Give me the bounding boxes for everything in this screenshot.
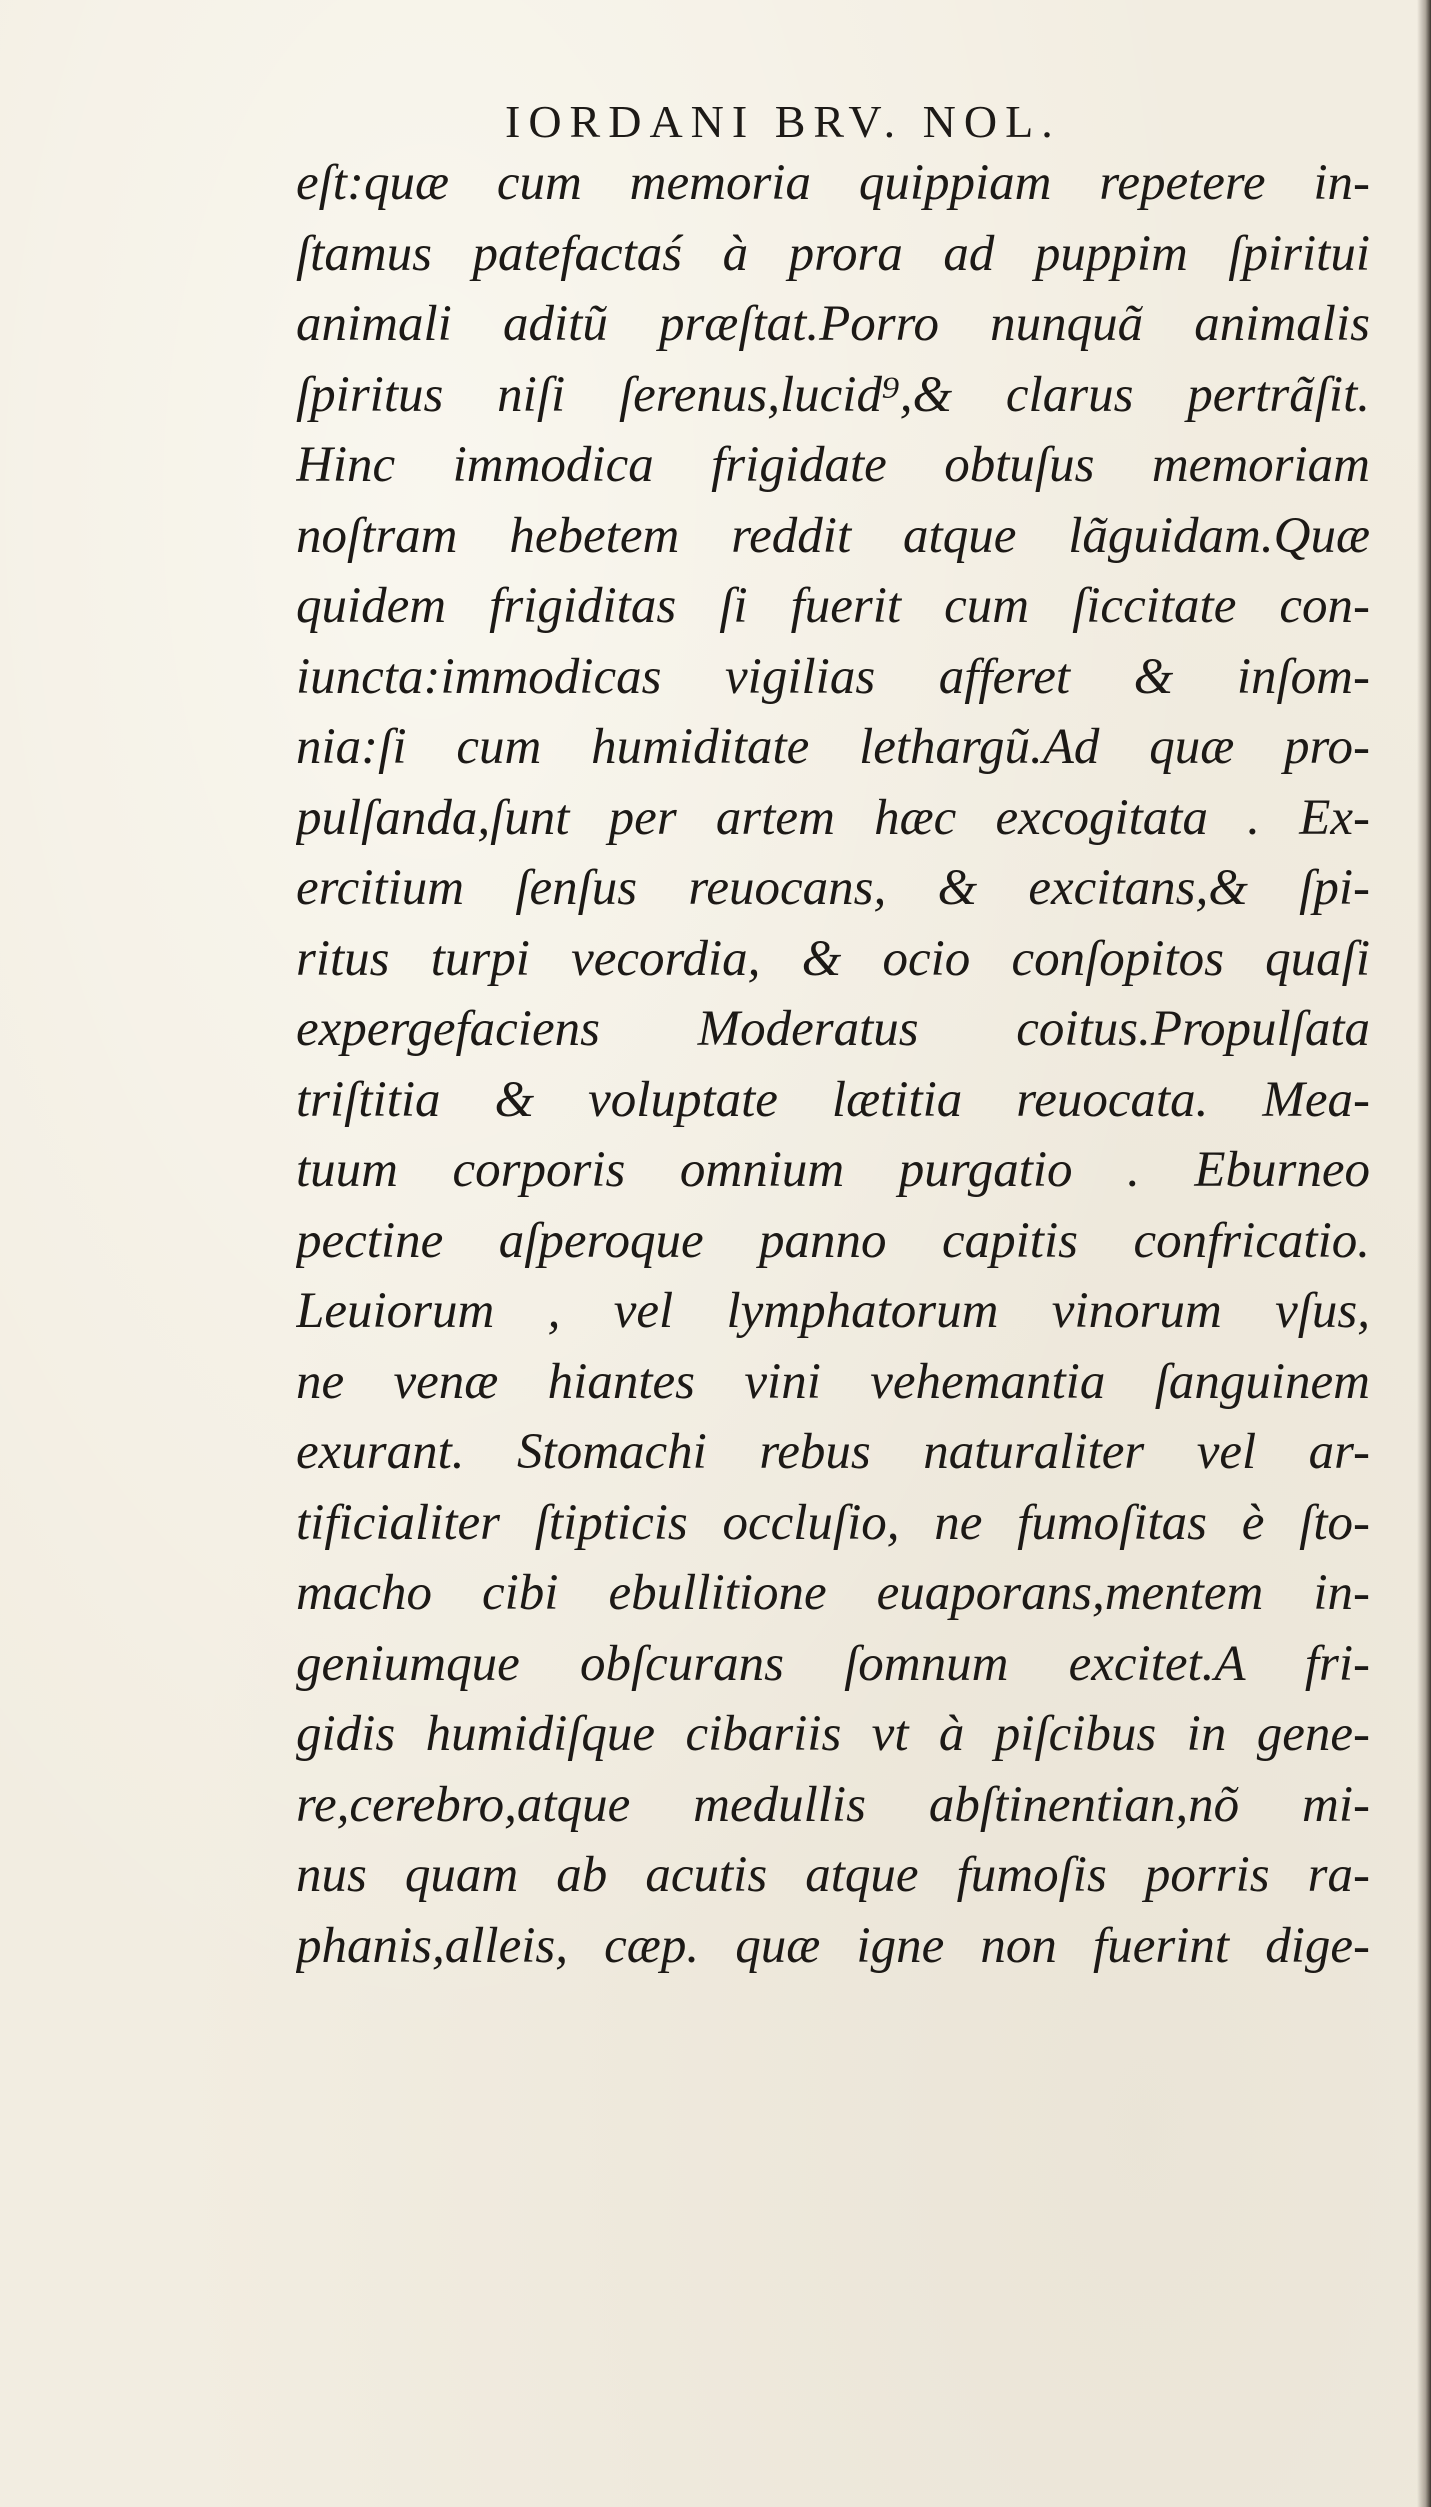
text-line: macho cibi ebullitione euaporans,mentem in- xyxy=(296,1565,1370,1621)
text-line: Leuiorum , vel lymphatorum vinorum vſus, xyxy=(296,1283,1370,1339)
text-line: ercitium ſenſus reuocans, & excitans,& ſpi- xyxy=(296,860,1370,916)
text-line: ne venæ hiantes vini vehemantia ſanguinem xyxy=(296,1353,1370,1410)
text-line: quidem frigiditas ſi fuerit cum ſiccitate con- xyxy=(296,578,1370,634)
text-line: Hinc immodica frigidate obtuſus memoriam xyxy=(296,437,1370,493)
text-line: animali aditũ præſtat.Porro nunquã animalis xyxy=(296,296,1370,352)
text-line: tificialiter ſtipticis occluſio, ne fumoſitas è ſto- xyxy=(296,1494,1370,1551)
text-line: phanis,alleis, cæp. quæ igne non fuerint dige- xyxy=(296,1917,1370,1974)
text-line: ſpiritus niſi ſerenus,lucid⁹,& clarus pertrãſit. xyxy=(296,366,1370,423)
text-line: iuncta:immodicas vigilias afferet & inſom- xyxy=(296,648,1370,705)
text-line: exurant. Stomachi rebus naturaliter vel ar- xyxy=(296,1424,1370,1480)
text-line: geniumque obſcurans ſomnum excitet.A fri- xyxy=(296,1635,1370,1692)
body-text xyxy=(296,148,1370,1981)
running-head: IORDANI BRV. NOL. xyxy=(505,96,1061,147)
text-line: pectine aſperoque panno capitis confricatio. xyxy=(296,1212,1370,1269)
text-line: eſt:quæ cum memoria quippiam repetere in- xyxy=(296,155,1370,211)
text-line: nia:ſi cum humiditate lethargũ.Ad quæ pro- xyxy=(296,719,1370,775)
text-line: triſtitia & voluptate lætitia reuocata. Mea- xyxy=(296,1071,1370,1128)
text-line: pulſanda,ſunt per artem hæc excogitata . Ex- xyxy=(296,789,1370,846)
text-line: expergefaciens Moderatus coitus.Propulſata xyxy=(296,1001,1370,1057)
text-line: gidis humidiſque cibariis vt à piſcibus in gene- xyxy=(296,1706,1370,1762)
text-line: noſtram hebetem reddit atque lãguidam.Quæ xyxy=(296,507,1370,564)
text-line: ritus turpi vecordia, & ocio conſopitos quaſi xyxy=(296,930,1370,987)
text-line: ſtamus patefactaś à prora ad puppim ſpiritui xyxy=(296,225,1370,282)
page-edge-shadow xyxy=(1417,0,1431,2507)
text-line: nus quam ab acutis atque fumoſis porris ra- xyxy=(296,1847,1370,1903)
text-line: tuum corporis omnium purgatio . Eburneo xyxy=(296,1142,1370,1198)
text-line: re,cerebro,atque medullis abſtinentian,nõ mi- xyxy=(296,1776,1370,1833)
